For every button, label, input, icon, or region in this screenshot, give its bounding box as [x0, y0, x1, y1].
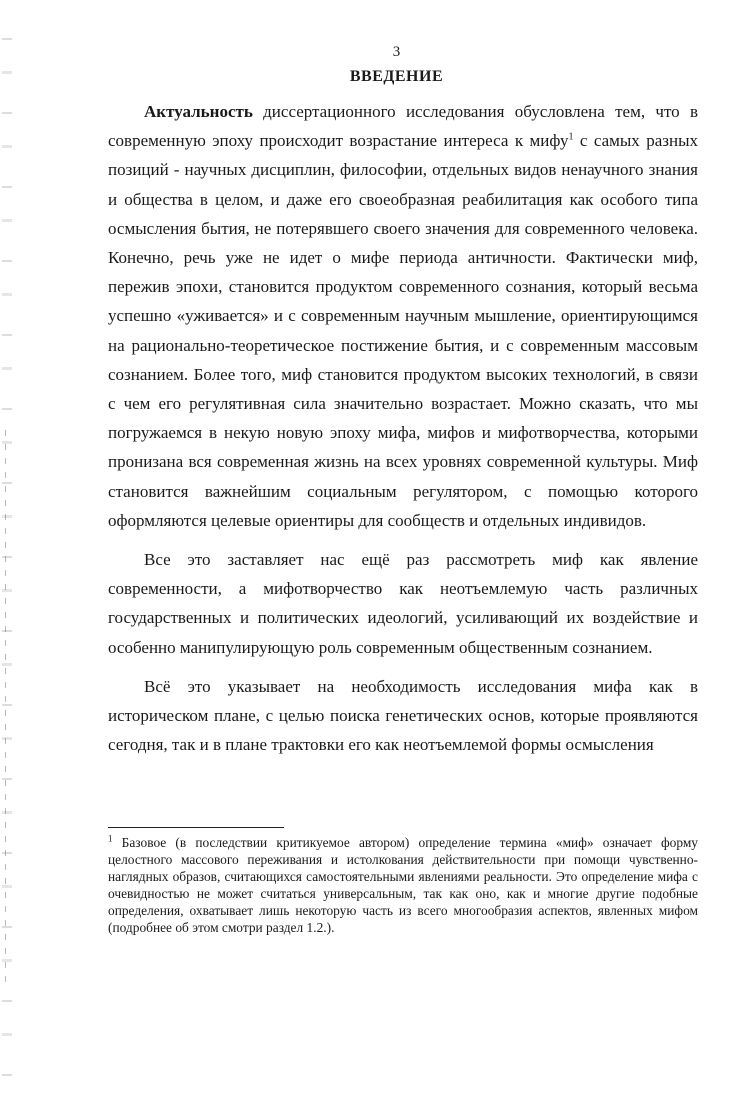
scan-edge-artifact-line: [5, 430, 6, 990]
paragraph-relevance: [108, 97, 698, 535]
scan-edge-artifact: [2, 0, 12, 1100]
paragraph-text: диссертационного исследования обусловлена тем, что в современную эпоху происходит возрастание интереса к мифу: [108, 102, 698, 151]
footnote-divider: [108, 827, 284, 828]
footnote-text: Базовое (в последствии критикуемое автором) определение термина «миф» означает форму целостного массового переживания и истолкования действительности при помощи чувственно-наглядных образов, считающихся самостоятельными явлениями реальности. Это определение мифа с очевидностью не может считаться универсальным, так как оно, как и многие другие подобные определения, охватывает лишь некоторую часть из всего многообразия аспектов, явленных мифом (подробнее об этом смотри раздел 1.2.).: [108, 835, 698, 935]
footnote: [108, 834, 698, 936]
body-text: [108, 97, 698, 759]
footnote-reference: 1: [568, 131, 574, 143]
footnote-marker: 1: [108, 833, 113, 844]
paragraph-text: с самых разных позиций - научных дисциплин, философии, отдельных видов ненаучного знания и общества в целом, и даже его своеобразная реабилитация как особого типа осмысления бытия, не потерявшего своего значения для современного человека. Конечно, речь уже не идет о мифе периода античности. Фактически миф, пережив эпохи, становится продуктом современного сознания, который весьма успешно «уживается» и с современным научным мышление, ориентирующимся на рационально-теоретическое постижение бытия, и с современным массовым сознанием. Более того, миф становится продуктом высоких технологий, в связи с чем его регулятивная сила значительно возрастает. Можно сказать, что мы погружаемся в некую новую эпоху мифа, мифов и мифотворчества, которыми пронизана вся современная жизнь на всех уровнях современной культуры. Миф становится важнейшим социальным регулятором, с помощью которого оформляются целевые ориентиры для сообществ и отдельных индивидов.: [108, 131, 698, 530]
page-number: 3: [392, 44, 401, 60]
paragraph: Все это заставляет нас ещё раз рассмотреть миф как явление современности, а мифотворчество как неотъемлемую часть различных государственных и политических идеологий, усиливающий их воздействие и особенно манипулирующую роль современным общественным сознанием.: [108, 550, 698, 657]
paragraph-lead-term: Актуальность: [144, 102, 253, 121]
paragraph: Всё это указывает на необходимость исследования мифа как в историческом плане, с целью поиска генетических основ, которые проявляются сегодня, так и в плане трактовки его как неотъемлемой формы осмысления: [108, 676, 698, 755]
section-heading: ВВЕДЕНИЕ: [349, 68, 444, 85]
